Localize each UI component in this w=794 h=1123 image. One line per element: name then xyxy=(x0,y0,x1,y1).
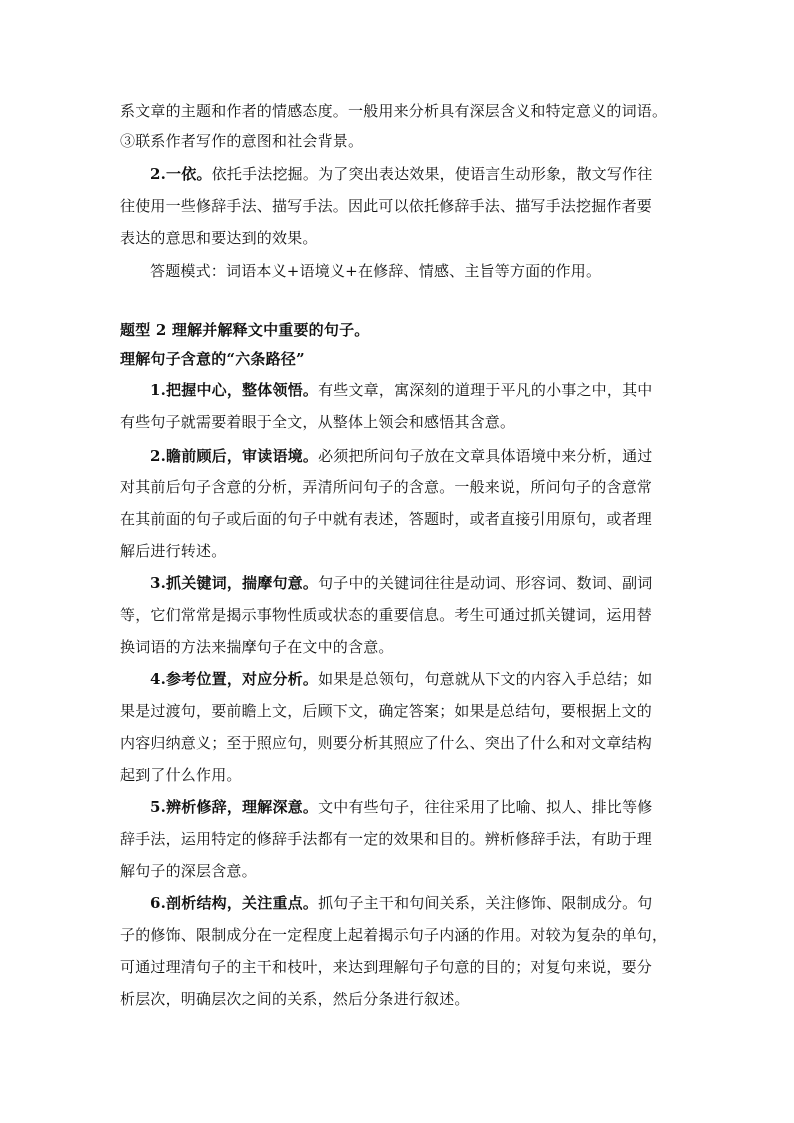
section-heading xyxy=(120,320,369,340)
paragraph-heading-line xyxy=(150,446,652,466)
text-line xyxy=(120,829,652,849)
bold-run: 5.辨析修辞，理解深意。 xyxy=(150,798,319,816)
bold-run: 3.抓关键词，揣摩句意。 xyxy=(150,574,319,592)
text-line xyxy=(120,196,652,216)
text-run: 系文章的主题和作者的情感态度。一般用来分析具有深层含义和特定意义的词语。 xyxy=(120,102,668,120)
text-run: 辞手法，运用特定的修辞手法都有一定的效果和目的。辨析修辞手法，有助于理 xyxy=(120,830,653,848)
text-run: 答题模式：词语本义+语境义+在修辞、情感、主旨等方面的作用。 xyxy=(150,262,602,280)
text-run: 内容归纳意义；至于照应句，则要分析其照应了什么、突出了什么和对文章结构 xyxy=(120,734,653,752)
text-line xyxy=(120,509,652,529)
text-line xyxy=(120,733,652,753)
paragraph-heading-line xyxy=(150,380,652,400)
text-run: 有些句子就需要着眼于全文，从整体上领会和感悟其含意。 xyxy=(120,413,516,431)
bold-run: 理解句子含意的“六条路径” xyxy=(120,350,305,368)
text-run: 起到了什么作用。 xyxy=(120,766,242,784)
text-run: 往使用一些修辞手法、描写手法。因此可以依托修辞手法、描写手法挖掘作者要 xyxy=(120,197,653,215)
bold-run: 6.剖析结构，关注重点。 xyxy=(150,894,319,912)
text-run: 文中有些句子，往往采用了比喻、拟人、排比等修 xyxy=(318,798,653,816)
bold-run: 1.把握中心，整体领悟。 xyxy=(150,381,319,399)
text-line xyxy=(120,541,226,561)
text-run: 如果是总领句，句意就从下文的内容入手总结；如 xyxy=(318,670,653,688)
text-run: 解后进行转述。 xyxy=(120,542,227,560)
text-run: 子的修饰、限制成分在一定程度上起着揭示句子内涵的作用。对较为复杂的单句， xyxy=(120,926,668,944)
text-line xyxy=(120,477,652,497)
text-line xyxy=(120,605,652,625)
text-line xyxy=(120,131,363,151)
answer-pattern-line xyxy=(150,261,601,281)
text-line xyxy=(120,701,652,721)
text-run: 可通过理清句子的主干和枝叶，来达到理解句子句意的目的；对复句来说，要分 xyxy=(120,958,653,976)
text-run: 表达的意思和要达到的效果。 xyxy=(120,229,318,247)
bold-run: 2.瞻前顾后，审读语境。 xyxy=(150,447,319,465)
text-run: 换词语的方法来揣摩句子在文中的含意。 xyxy=(120,638,394,656)
text-run: 在其前面的句子或后面的句子中就有表述，答题时，或者直接引用原句，或者理 xyxy=(120,510,653,528)
text-line xyxy=(120,412,515,432)
paragraph-heading-line xyxy=(150,893,652,913)
text-run: ③联系作者写作的意图和社会背景。 xyxy=(120,132,364,150)
text-run: 抓句子主干和句间关系，关注修饰、限制成分。句 xyxy=(318,894,653,912)
text-run: 句子中的关键词往往是动词、形容词、数词、副词 xyxy=(318,574,653,592)
text-run: 依托手法挖掘。为了突出表达效果，使语言生动形象，散文写作往 xyxy=(211,165,653,183)
paragraph-heading-line xyxy=(150,164,652,184)
text-line xyxy=(120,925,667,945)
text-line xyxy=(120,637,394,657)
text-line xyxy=(120,989,470,1009)
paragraph-heading-line xyxy=(150,797,652,817)
text-line xyxy=(120,861,257,881)
bold-run: 4.参考位置，对应分析。 xyxy=(150,670,319,688)
text-run: 析层次，明确层次之间的关系，然后分条进行叙述。 xyxy=(120,990,470,1008)
paragraph-heading-line xyxy=(150,669,652,689)
bold-run: 题型 2 理解并解释文中重要的句子。 xyxy=(120,321,370,339)
text-run: 必须把所问句子放在文章具体语境中来分析，通过 xyxy=(318,447,653,465)
paragraph-heading-line xyxy=(150,573,652,593)
text-line xyxy=(120,957,652,977)
text-run: 等，它们常常是揭示事物性质或状态的重要信息。考生可通过抓关键词，运用替 xyxy=(120,606,653,624)
text-run: 对其前后句子含意的分析，弄清所问句子的含意。一般来说，所问句子的含意常 xyxy=(120,478,653,496)
text-line xyxy=(120,228,318,248)
subsection-heading xyxy=(120,349,305,369)
text-line xyxy=(120,765,242,785)
text-run: 果是过渡句，要前瞻上文，后顾下文，确定答案；如果是总结句，要根据上文的 xyxy=(120,702,653,720)
text-run: 解句子的深层含意。 xyxy=(120,862,257,880)
text-line xyxy=(120,101,667,121)
text-run: 有些文章，寓深刻的道理于平凡的小事之中，其中 xyxy=(318,381,653,399)
bold-run: 2.一依。 xyxy=(150,165,212,183)
